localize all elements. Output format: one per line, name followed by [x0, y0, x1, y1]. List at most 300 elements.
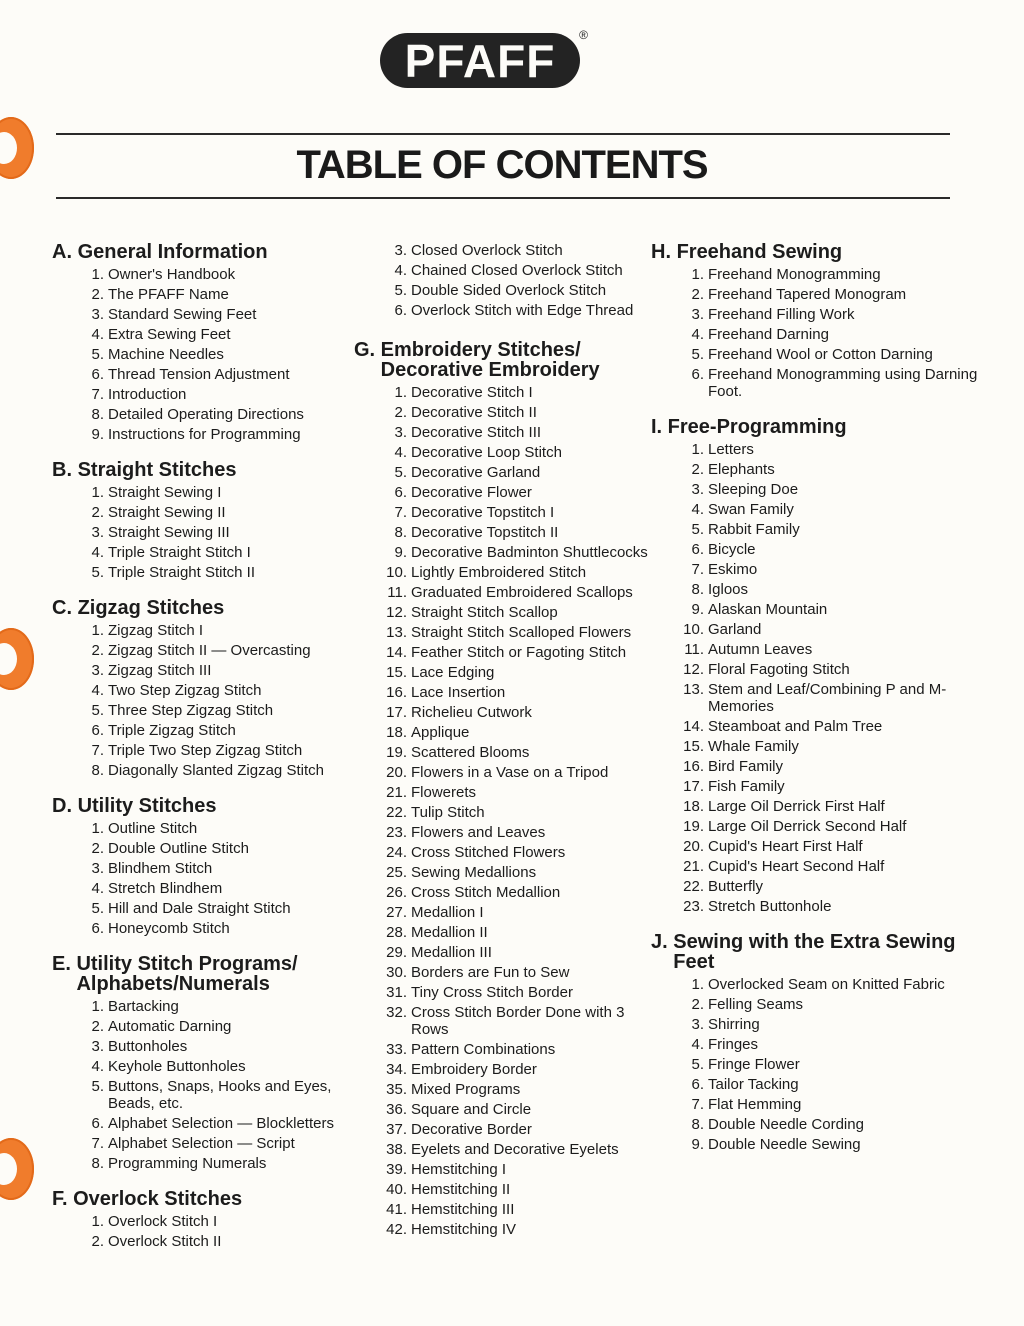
toc-section: [651, 242, 981, 401]
toc-item-number: 2.: [91, 503, 104, 521]
toc-item-number: 19.: [683, 817, 704, 835]
toc-item-number: 5.: [394, 281, 407, 299]
toc-item-title: Buttonholes: [108, 1037, 188, 1055]
toc-item: [52, 818, 352, 838]
toc-item-title: Rabbit Family: [708, 520, 800, 538]
toc-item-number: 21.: [386, 783, 407, 801]
toc-item-number: 8.: [91, 405, 104, 423]
toc-item-title: Freehand Tapered Monogram: [708, 285, 907, 303]
toc-column-3: [651, 238, 981, 1170]
toc-item-title: Zigzag Stitch II — Overcasting: [108, 641, 311, 659]
toc-item-number: 6.: [691, 1075, 704, 1093]
toc-item: [651, 876, 981, 896]
toc-item-number: 2.: [394, 403, 407, 421]
section-letter: H.: [651, 241, 677, 263]
toc-item-number: 23.: [683, 897, 704, 915]
toc-item-number: 5.: [91, 899, 104, 917]
toc-item-number: 9.: [91, 425, 104, 443]
toc-item-number: 10.: [386, 563, 407, 581]
toc-item: [52, 918, 352, 938]
toc-item: [52, 680, 352, 700]
toc-item: [52, 1133, 352, 1153]
toc-item: [354, 642, 649, 662]
toc-item: [354, 802, 649, 822]
toc-item: [651, 599, 981, 619]
toc-item-title: Alphabet Selection — Blockletters: [108, 1114, 334, 1132]
binder-hole: [0, 628, 34, 690]
toc-item: [354, 402, 649, 422]
toc-item-title: Sewing Medallions: [411, 863, 537, 881]
section-letter: C.: [52, 597, 78, 619]
toc-item: [354, 1099, 649, 1119]
toc-item: [354, 882, 649, 902]
toc-item: [651, 459, 981, 479]
toc-item-title: Freehand Monogramming using Darning Foot.: [708, 365, 978, 400]
toc-item-title: Shirring: [708, 1015, 760, 1033]
toc-item-title: Extra Sewing Feet: [108, 325, 231, 343]
toc-item-title: Lace Edging: [411, 663, 495, 681]
toc-item-title: Bartacking: [108, 997, 179, 1015]
toc-item: [651, 304, 981, 324]
toc-item: [52, 364, 352, 384]
toc-item-title: Alaskan Mountain: [708, 600, 828, 618]
toc-item-title: Graduated Embroidered Scallops: [411, 583, 633, 601]
toc-item-title: Embroidery Border: [411, 1060, 537, 1078]
toc-item: [651, 519, 981, 539]
toc-item-number: 14.: [683, 717, 704, 735]
toc-item-title: Scattered Blooms: [411, 743, 530, 761]
toc-item: [354, 742, 649, 762]
section-heading: [52, 242, 352, 262]
section-title: Freehand Sewing: [676, 241, 843, 263]
toc-item: [52, 640, 352, 660]
toc-item: [651, 716, 981, 736]
toc-item: [52, 838, 352, 858]
toc-item-number: 4.: [691, 500, 704, 518]
toc-item-number: 4.: [394, 261, 407, 279]
toc-item-title: Floral Fagoting Stitch: [708, 660, 850, 678]
toc-item-title: Hemstitching II: [411, 1180, 511, 1198]
toc-item-number: 5.: [394, 463, 407, 481]
toc-item-number: 2.: [91, 285, 104, 303]
toc-item: [651, 1094, 981, 1114]
toc-item-number: 2.: [91, 1017, 104, 1035]
toc-item-title: Blindhem Stitch: [108, 859, 213, 877]
toc-item-list: [354, 382, 649, 1239]
toc-item-number: 4.: [91, 543, 104, 561]
toc-item: [52, 1056, 352, 1076]
toc-section: [52, 598, 352, 780]
toc-item-number: 7.: [91, 741, 104, 759]
toc-item-number: 2.: [691, 285, 704, 303]
toc-item-title: Decorative Stitch I: [411, 383, 533, 401]
toc-item: [651, 284, 981, 304]
toc-item: [354, 1199, 649, 1219]
toc-item-number: 40.: [386, 1180, 407, 1198]
toc-item-number: 3.: [91, 523, 104, 541]
toc-item-title: Decorative Stitch III: [411, 423, 542, 441]
toc-item-title: Introduction: [108, 385, 187, 403]
toc-item-title: Eyelets and Decorative Eyelets: [411, 1140, 619, 1158]
toc-item-number: 1.: [91, 483, 104, 501]
toc-item-title: Double Sided Overlock Stitch: [411, 281, 607, 299]
toc-item: [354, 1119, 649, 1139]
toc-item-number: 5.: [91, 563, 104, 581]
toc-item-number: 3.: [91, 661, 104, 679]
toc-item: [354, 1159, 649, 1179]
toc-item-title: Cross Stitched Flowers: [411, 843, 566, 861]
toc-item-title: Three Step Zigzag Stitch: [108, 701, 274, 719]
toc-item-title: Tiny Cross Stitch Border: [411, 983, 573, 1001]
toc-item: [52, 502, 352, 522]
toc-item-list: [52, 620, 352, 780]
binder-hole: [0, 1138, 34, 1200]
toc-item-number: 20.: [683, 837, 704, 855]
toc-item-number: 21.: [683, 857, 704, 875]
toc-item-number: 1.: [691, 265, 704, 283]
toc-item-list: [354, 240, 649, 320]
toc-item-title: Alphabet Selection — Script: [108, 1134, 295, 1152]
toc-item-title: Diagonally Slanted Zigzag Stitch: [108, 761, 324, 779]
section-title: Utility Stitch Programs/ Alphabets/Numerals: [76, 953, 298, 995]
section-heading: [52, 796, 352, 816]
toc-item: [651, 539, 981, 559]
toc-item-title: Machine Needles: [108, 345, 224, 363]
toc-item: [651, 1114, 981, 1134]
toc-item-title: Double Needle Sewing: [708, 1135, 861, 1153]
toc-item: [52, 542, 352, 562]
toc-item: [651, 856, 981, 876]
toc-item: [354, 722, 649, 742]
toc-item: [651, 896, 981, 916]
toc-item-title: Outline Stitch: [108, 819, 198, 837]
toc-item-title: Cupid's Heart Second Half: [708, 857, 885, 875]
toc-item: [354, 1139, 649, 1159]
toc-item-number: 41.: [386, 1200, 407, 1218]
toc-item: [52, 1153, 352, 1173]
toc-continued-items: [354, 240, 649, 320]
toc-item-title: The PFAFF Name: [108, 285, 229, 303]
toc-item-title: Decorative Border: [411, 1120, 532, 1138]
toc-item: [52, 1036, 352, 1056]
section-letter: I.: [651, 416, 668, 438]
toc-item-number: 15.: [683, 737, 704, 755]
toc-item-title: Triple Straight Stitch II: [108, 563, 255, 581]
toc-item: [52, 384, 352, 404]
toc-item-number: 23.: [386, 823, 407, 841]
toc-item: [52, 304, 352, 324]
toc-item-number: 24.: [386, 843, 407, 861]
toc-item-number: 5.: [691, 1055, 704, 1073]
toc-item-title: Straight Stitch Scallop: [411, 603, 558, 621]
toc-item: [354, 562, 649, 582]
toc-item: [52, 898, 352, 918]
toc-item-title: Elephants: [708, 460, 775, 478]
toc-item: [354, 962, 649, 982]
toc-item-title: Honeycomb Stitch: [108, 919, 230, 937]
toc-item-title: Overlocked Seam on Knitted Fabric: [708, 975, 945, 993]
toc-item-number: 1.: [91, 819, 104, 837]
toc-item-number: 1.: [394, 383, 407, 401]
toc-item-title: Straight Stitch Scalloped Flowers: [411, 623, 632, 641]
toc-item: [651, 836, 981, 856]
toc-item: [651, 1014, 981, 1034]
toc-item-title: Cross Stitch Border Done with 3 Rows: [411, 1003, 625, 1038]
toc-item: [354, 300, 649, 320]
toc-item: [354, 702, 649, 722]
toc-item-title: Flowerets: [411, 783, 477, 801]
toc-item-number: 36.: [386, 1100, 407, 1118]
toc-item-title: Hemstitching I: [411, 1160, 507, 1178]
toc-item-title: Lightly Embroidered Stitch: [411, 563, 587, 581]
toc-item-number: 12.: [683, 660, 704, 678]
toc-item-number: 22.: [683, 877, 704, 895]
toc-item-title: Pattern Combinations: [411, 1040, 556, 1058]
toc-item: [52, 284, 352, 304]
toc-section: [52, 460, 352, 582]
toc-item: [354, 502, 649, 522]
toc-item-title: Eskimo: [708, 560, 758, 578]
toc-item: [354, 942, 649, 962]
toc-item: [354, 482, 649, 502]
registered-mark: ®: [579, 28, 588, 42]
toc-item: [52, 1211, 352, 1231]
toc-item-title: Owner's Handbook: [108, 265, 236, 283]
toc-item-title: Buttons, Snaps, Hooks and Eyes, Beads, etc.: [108, 1077, 332, 1112]
toc-item-title: Flat Hemming: [708, 1095, 802, 1113]
section-heading: [651, 242, 981, 262]
toc-item-title: Fringes: [708, 1035, 759, 1053]
toc-item: [651, 264, 981, 284]
toc-item-title: Decorative Stitch II: [411, 403, 537, 421]
toc-item-title: Overlock Stitch II: [108, 1232, 222, 1250]
toc-item: [52, 562, 352, 582]
toc-item: [651, 776, 981, 796]
toc-item-list: [52, 996, 352, 1173]
toc-item-number: 39.: [386, 1160, 407, 1178]
toc-item-number: 16.: [683, 757, 704, 775]
toc-item: [354, 462, 649, 482]
toc-item-number: 2.: [91, 641, 104, 659]
toc-item: [651, 816, 981, 836]
toc-item-number: 13.: [386, 623, 407, 641]
toc-item-number: 11.: [387, 583, 407, 601]
toc-item-number: 3.: [691, 1015, 704, 1033]
toc-item-title: Thread Tension Adjustment: [108, 365, 290, 383]
toc-item-title: Bicycle: [708, 540, 756, 558]
toc-item-title: Large Oil Derrick First Half: [708, 797, 885, 815]
toc-item: [52, 660, 352, 680]
toc-item-number: 2.: [691, 460, 704, 478]
toc-item-title: Flowers and Leaves: [411, 823, 546, 841]
toc-item-title: Decorative Topstitch II: [411, 523, 559, 541]
toc-item-number: 29.: [386, 943, 407, 961]
toc-item-title: Standard Sewing Feet: [108, 305, 257, 323]
toc-item: [651, 1034, 981, 1054]
toc-item-title: Keyhole Buttonholes: [108, 1057, 246, 1075]
toc-item-title: Swan Family: [708, 500, 794, 518]
toc-item: [52, 740, 352, 760]
toc-item: [651, 479, 981, 499]
toc-item: [52, 1113, 352, 1133]
toc-item: [52, 1231, 352, 1251]
section-heading: [354, 340, 649, 380]
toc-item-number: 25.: [386, 863, 407, 881]
toc-item-title: Sleeping Doe: [708, 480, 799, 498]
toc-item: [651, 579, 981, 599]
toc-item-number: 12.: [386, 603, 407, 621]
toc-section: [52, 242, 352, 444]
toc-item-number: 6.: [91, 365, 104, 383]
toc-item: [52, 996, 352, 1016]
logo-pill: [380, 33, 580, 88]
toc-item: [52, 1016, 352, 1036]
toc-item-number: 5.: [91, 701, 104, 719]
section-title: Zigzag Stitches: [77, 597, 225, 619]
section-title: Overlock Stitches: [73, 1188, 243, 1210]
toc-item-number: 9.: [691, 1135, 704, 1153]
toc-item-title: Felling Seams: [708, 995, 804, 1013]
toc-item-number: 42.: [386, 1220, 407, 1238]
toc-item-title: Stretch Blindhem: [108, 879, 223, 897]
toc-item-number: 6.: [91, 919, 104, 937]
section-letter: E.: [52, 953, 77, 975]
toc-item-title: Decorative Topstitch I: [411, 503, 555, 521]
toc-item: [52, 700, 352, 720]
toc-item-number: 38.: [386, 1140, 407, 1158]
toc-item-title: Decorative Flower: [411, 483, 532, 501]
toc-item-list: [52, 264, 352, 444]
toc-item: [354, 762, 649, 782]
toc-item-title: Triple Zigzag Stitch: [108, 721, 236, 739]
toc-item-title: Freehand Filling Work: [708, 305, 855, 323]
toc-item-title: Butterfly: [708, 877, 764, 895]
toc-item: [651, 1134, 981, 1154]
toc-item: [354, 782, 649, 802]
toc-item-title: Flowers in a Vase on a Tripod: [411, 763, 609, 781]
toc-item-number: 3.: [91, 1037, 104, 1055]
page-title: TABLE OF CONTENTS: [296, 143, 708, 187]
section-letter: J.: [651, 931, 674, 953]
toc-item: [651, 679, 981, 716]
toc-item-title: Chained Closed Overlock Stitch: [411, 261, 623, 279]
toc-item: [651, 364, 981, 401]
toc-item-number: 16.: [386, 683, 407, 701]
toc-item: [354, 522, 649, 542]
toc-item: [651, 344, 981, 364]
toc-item: [354, 842, 649, 862]
toc-item: [354, 1179, 649, 1199]
toc-item: [52, 264, 352, 284]
toc-item: [52, 620, 352, 640]
toc-item-title: Stem and Leaf/Combining P and M-Memories: [708, 680, 947, 715]
toc-item: [354, 1002, 649, 1039]
toc-item: [651, 619, 981, 639]
section-letter: F.: [52, 1188, 74, 1210]
toc-item: [651, 324, 981, 344]
toc-item: [354, 1079, 649, 1099]
toc-item-number: 1.: [91, 997, 104, 1015]
toc-item-number: 2.: [91, 839, 104, 857]
toc-item-number: 7.: [691, 560, 704, 578]
toc-item: [354, 922, 649, 942]
section-heading: [651, 932, 981, 972]
toc-item-title: Instructions for Programming: [108, 425, 301, 443]
toc-item-number: 27.: [386, 903, 407, 921]
toc-item-number: 6.: [691, 365, 704, 383]
toc-item-number: 32.: [386, 1003, 407, 1021]
toc-item-number: 33.: [386, 1040, 407, 1058]
toc-item-title: Triple Straight Stitch I: [108, 543, 251, 561]
toc-item: [651, 1054, 981, 1074]
toc-item-number: 6.: [394, 301, 407, 319]
toc-item-title: Whale Family: [708, 737, 799, 755]
toc-item-title: Freehand Wool or Cotton Darning: [708, 345, 933, 363]
toc-item-title: Igloos: [708, 580, 749, 598]
toc-item-title: Autumn Leaves: [708, 640, 813, 658]
section-letter: D.: [52, 795, 78, 817]
toc-item-number: 6.: [394, 483, 407, 501]
toc-item-list: [52, 818, 352, 938]
toc-item-number: 4.: [394, 443, 407, 461]
section-title: General Information: [77, 241, 268, 263]
toc-item: [52, 878, 352, 898]
toc-item-title: Applique: [411, 723, 470, 741]
toc-item-number: 4.: [91, 879, 104, 897]
toc-item-number: 7.: [394, 503, 407, 521]
toc-item-title: Detailed Operating Directions: [108, 405, 304, 423]
toc-item-title: Two Step Zigzag Stitch: [108, 681, 262, 699]
section-letter: G.: [354, 339, 381, 361]
toc-item: [651, 659, 981, 679]
toc-item-list: [651, 264, 981, 401]
toc-item: [354, 822, 649, 842]
toc-item: [354, 862, 649, 882]
toc-item-title: Automatic Darning: [108, 1017, 232, 1035]
toc-section: [651, 932, 981, 1154]
toc-item: [52, 482, 352, 502]
toc-item-title: Triple Two Step Zigzag Stitch: [108, 741, 303, 759]
toc-item: [354, 582, 649, 602]
toc-item: [354, 682, 649, 702]
toc-item: [651, 1074, 981, 1094]
section-title: Sewing with the Extra Sewing Feet: [673, 931, 956, 973]
toc-item-number: 7.: [91, 385, 104, 403]
section-heading: [651, 417, 981, 437]
section-title: Straight Stitches: [77, 459, 237, 481]
toc-item-title: Closed Overlock Stitch: [411, 241, 563, 259]
toc-item-title: Decorative Loop Stitch: [411, 443, 562, 461]
toc-item: [651, 756, 981, 776]
toc-item-title: Bird Family: [708, 757, 784, 775]
toc-item-number: 9.: [394, 543, 407, 561]
toc-item-title: Large Oil Derrick Second Half: [708, 817, 907, 835]
toc-item-title: Lace Insertion: [411, 683, 506, 701]
toc-item: [651, 796, 981, 816]
toc-item: [651, 439, 981, 459]
toc-item: [354, 260, 649, 280]
toc-item: [52, 324, 352, 344]
toc-item-number: 30.: [386, 963, 407, 981]
toc-item-number: 14.: [386, 643, 407, 661]
toc-item-title: Straight Sewing II: [108, 503, 226, 521]
pfaff-logo: [380, 28, 588, 90]
toc-item-number: 19.: [386, 743, 407, 761]
toc-item-title: Stretch Buttonhole: [708, 897, 832, 915]
section-heading: [52, 954, 352, 994]
toc-item: [354, 280, 649, 300]
toc-item: [354, 1039, 649, 1059]
